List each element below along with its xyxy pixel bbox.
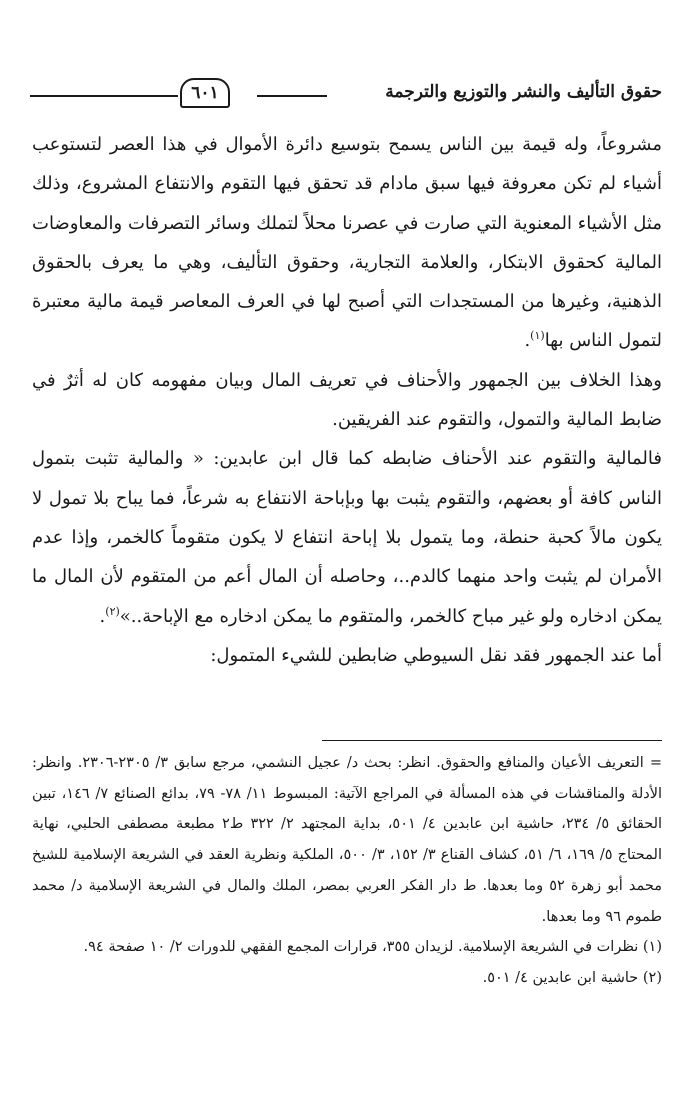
header-rule-right [257,95,327,97]
running-title: حقوق التأليف والنشر والتوزيع والترجمة [385,82,662,102]
header-rule-left [30,95,178,97]
footnote-1: (١) نظرات في الشريعة الإسلامية. لزيدان ٣٥٥، قرارات المجمع الفقهي للدورات ٢/ ١٠ صفحة ٩٤. [83,939,662,956]
footnote-continuation [32,748,662,932]
paragraph-1 [32,125,662,361]
footnote-ref-2: (٢) [105,604,120,618]
paragraph-1-end: . [524,330,531,352]
footnotes [32,748,662,994]
main-text [32,125,662,675]
footnote-ref-1: (١) [530,329,545,343]
paragraph-3-end: . [99,605,106,627]
continuation-mark: = [649,755,662,771]
paragraph-4: أما عند الجمهور فقد نقل السيوطي ضابطين للشيء المتمول: [210,644,662,666]
continuation-text: التعريف الأعيان والمنافع والحقوق. انظر: بحث د/ عجيل النشمي، مرجع سابق ٣/ ٢٣٠٥-٢٣٠٦. وانظر: الأدلة والمناقشات في هذه المسألة في المراجع الآتية: المبسوط ١١/ ٧٨- ٧٩، بدائع الصنائع ٧/ ١٤٦، تبين الحقائق ٥/ ٢٣٤، حاشية ابن عابدين ٤/ ٥٠١، بداية المجتهد ٢/ ٣٢٢ ط٢ مطبعة مصطفى الحلبي، نهاية المحتاج ٥/ ١٦٩، ٦/ ٥١، كشاف القناع ٣/ ١٥٢، ٣/ ٥٠٠، الملكية ونظرية العقد في الشريعة الإسلامية للشيخ محمد أبو زهرة ٥٢ وما بعدها. ط دار الفكر العربي بمصر، الملك والمال في الشريعة الإسلامية د/ محمد طموم ٩٦ وما بعدها. [32,755,663,925]
page-number: ٦٠١ [180,78,230,108]
paragraph-3 [32,439,662,635]
footnote-separator [322,740,662,741]
footnote-2: (٢) حاشية ابن عابدين ٤/ ٥٠١. [482,969,662,986]
paragraph-3-text: فالمالية والتقوم عند الأحناف ضابطه كما قال ابن عابدين: « والمالية تثبت بتمول الناس كافة أو بعضهم، والتقوم يثبت بها وبإباحة الانتفاع به شرعاً، فما يباح بلا تمول لا يكون مالاً كحبة حنطة، وما يتمول بلا إباحة انتفاع لا يكون متقوماً كالخمر، وإذا عدم الأمران لم يثبت واحد منهما كالدم..، وحاصله أن المال أعم من المتقوم لأن المال ما يمكن ادخاره ولو غير مباح كالخمر، والمتقوم ما يمكن ادخاره مع الإباحة..» [32,448,662,627]
paragraph-1-text: مشروعاً، وله قيمة بين الناس يسمح بتوسيع دائرة الأموال في هذا العصر لتستوعب أشياء لم تكن معروفة فيها سبق مادام قد تحقق فيها التقوم والانتفاع المشروع، وذلك مثل الأشياء المعنوية التي صارت في عصرنا محلاً لتملك وسائر التصرفات والمعاوضات المالية كحقوق الابتكار، والعلامة التجارية، وحقوق التأليف، وهي ما يعرف بالحقوق الذهنية، وغيرها من المستجدات التي أصبح لها في العرف المعاصر قيمة مالية معتبرة لتمول الناس بها [32,134,662,352]
running-header [30,78,662,114]
paragraph-2: وهذا الخلاف بين الجمهور والأحناف في تعريف المال وبيان مفهومه كان له أثرٌ في ضابط المالية والتمول، والتقوم عند الفريقين. [32,369,662,431]
